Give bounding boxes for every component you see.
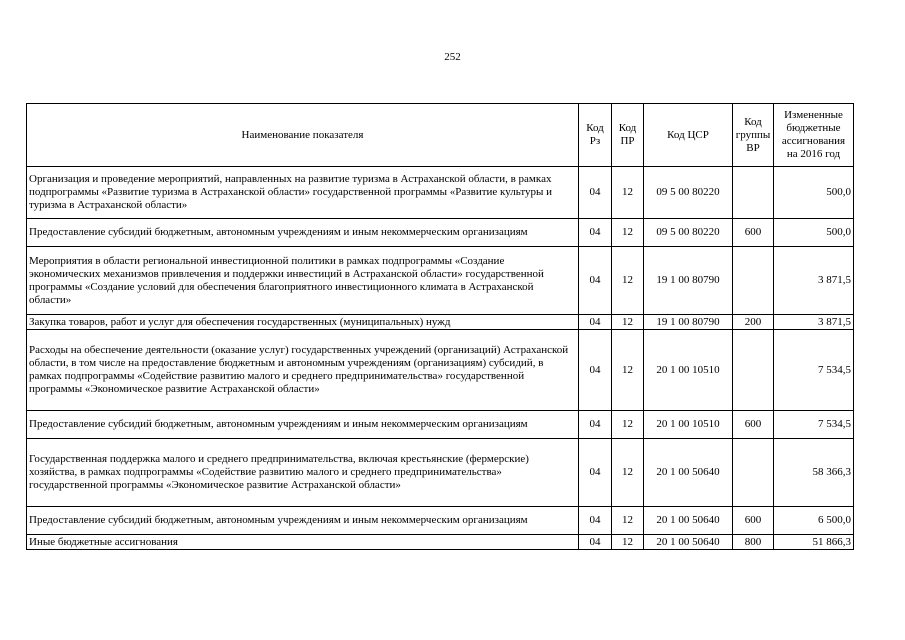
row-pr: 12 — [612, 439, 644, 507]
header-amount: Измененные бюджетные ассигнования на 2016 год — [774, 104, 854, 167]
row-vr — [733, 247, 774, 315]
table-row — [27, 247, 854, 315]
row-rz: 04 — [579, 411, 612, 439]
table-row — [27, 411, 854, 439]
row-csr: 19 1 00 80790 — [644, 247, 733, 315]
table-row — [27, 535, 854, 550]
header-vr: Код группы ВР — [733, 104, 774, 167]
row-pr: 12 — [612, 247, 644, 315]
row-vr: 600 — [733, 219, 774, 247]
row-vr: 600 — [733, 411, 774, 439]
row-pr: 12 — [612, 315, 644, 330]
row-vr: 200 — [733, 315, 774, 330]
row-amount: 500,0 — [774, 219, 854, 247]
row-vr — [733, 167, 774, 219]
row-rz: 04 — [579, 219, 612, 247]
row-name: Предоставление субсидий бюджетным, автономным учреждениям и иным некоммерческим организациям — [27, 411, 579, 439]
row-amount: 3 871,5 — [774, 315, 854, 330]
row-pr: 12 — [612, 219, 644, 247]
row-csr: 20 1 00 50640 — [644, 507, 733, 535]
row-pr: 12 — [612, 167, 644, 219]
table-row — [27, 219, 854, 247]
row-amount: 51 866,3 — [774, 535, 854, 550]
header-rz: Код Рз — [579, 104, 612, 167]
row-amount: 7 534,5 — [774, 330, 854, 411]
row-vr — [733, 439, 774, 507]
row-amount: 58 366,3 — [774, 439, 854, 507]
row-rz: 04 — [579, 439, 612, 507]
row-rz: 04 — [579, 507, 612, 535]
row-amount: 500,0 — [774, 167, 854, 219]
table-header-row — [27, 104, 854, 167]
row-vr — [733, 330, 774, 411]
row-rz: 04 — [579, 315, 612, 330]
page-number: 252 — [444, 51, 461, 63]
row-vr: 800 — [733, 535, 774, 550]
row-rz: 04 — [579, 167, 612, 219]
row-name: Расходы на обеспечение деятельности (оказание услуг) государственных учреждений (организаций) Астраханской области, в том числе на предоставление бюджетным и автономным учреждениям (организациям) субсидий, в рамках подпрограммы «Содействие развитию малого и среднего предпринимательства» государственной программы «Экономическое развитие Астраханской области» — [27, 330, 579, 411]
table-row — [27, 167, 854, 219]
header-pr: Код ПР — [612, 104, 644, 167]
row-csr: 20 1 00 10510 — [644, 411, 733, 439]
header-csr: Код ЦСР — [644, 104, 733, 167]
row-name: Государственная поддержка малого и среднего предпринимательства, включая крестьянские (фермерские) хозяйства, в рамках подпрограммы «Содействие развитию малого и среднего предпринимательства» государственной программы «Экономическое развитие Астраханской области» — [27, 439, 579, 507]
row-name: Иные бюджетные ассигнования — [27, 535, 579, 550]
table-row — [27, 330, 854, 411]
header-name: Наименование показателя — [27, 104, 579, 167]
row-csr: 19 1 00 80790 — [644, 315, 733, 330]
row-name: Мероприятия в области региональной инвестиционной политики в рамках подпрограммы «Создание экономических механизмов привлечения и поддержки инвестиций в Астраханской области» государственной программы «Создание условий для обеспечения благоприятного инвестиционного климата в Астраханской области» — [27, 247, 579, 315]
row-vr: 600 — [733, 507, 774, 535]
row-csr: 20 1 00 10510 — [644, 330, 733, 411]
table-row — [27, 315, 854, 330]
row-csr: 09 5 00 80220 — [644, 219, 733, 247]
row-amount: 7 534,5 — [774, 411, 854, 439]
row-name: Организация и проведение мероприятий, направленных на развитие туризма в Астраханской области, в рамках подпрограммы «Развитие туризма в Астраханской области» государственной программы «Развитие культуры и туризма в Астраханской области» — [27, 167, 579, 219]
table-row — [27, 507, 854, 535]
row-amount: 3 871,5 — [774, 247, 854, 315]
row-pr: 12 — [612, 535, 644, 550]
row-pr: 12 — [612, 330, 644, 411]
row-amount: 6 500,0 — [774, 507, 854, 535]
row-name: Предоставление субсидий бюджетным, автономным учреждениям и иным некоммерческим организациям — [27, 507, 579, 535]
row-csr: 20 1 00 50640 — [644, 439, 733, 507]
table-row — [27, 439, 854, 507]
row-rz: 04 — [579, 330, 612, 411]
row-rz: 04 — [579, 247, 612, 315]
budget-table — [26, 103, 854, 550]
row-csr: 20 1 00 50640 — [644, 535, 733, 550]
row-name: Закупка товаров, работ и услуг для обеспечения государственных (муниципальных) нужд — [27, 315, 579, 330]
row-name: Предоставление субсидий бюджетным, автономным учреждениям и иным некоммерческим организациям — [27, 219, 579, 247]
row-pr: 12 — [612, 507, 644, 535]
row-pr: 12 — [612, 411, 644, 439]
row-csr: 09 5 00 80220 — [644, 167, 733, 219]
row-rz: 04 — [579, 535, 612, 550]
